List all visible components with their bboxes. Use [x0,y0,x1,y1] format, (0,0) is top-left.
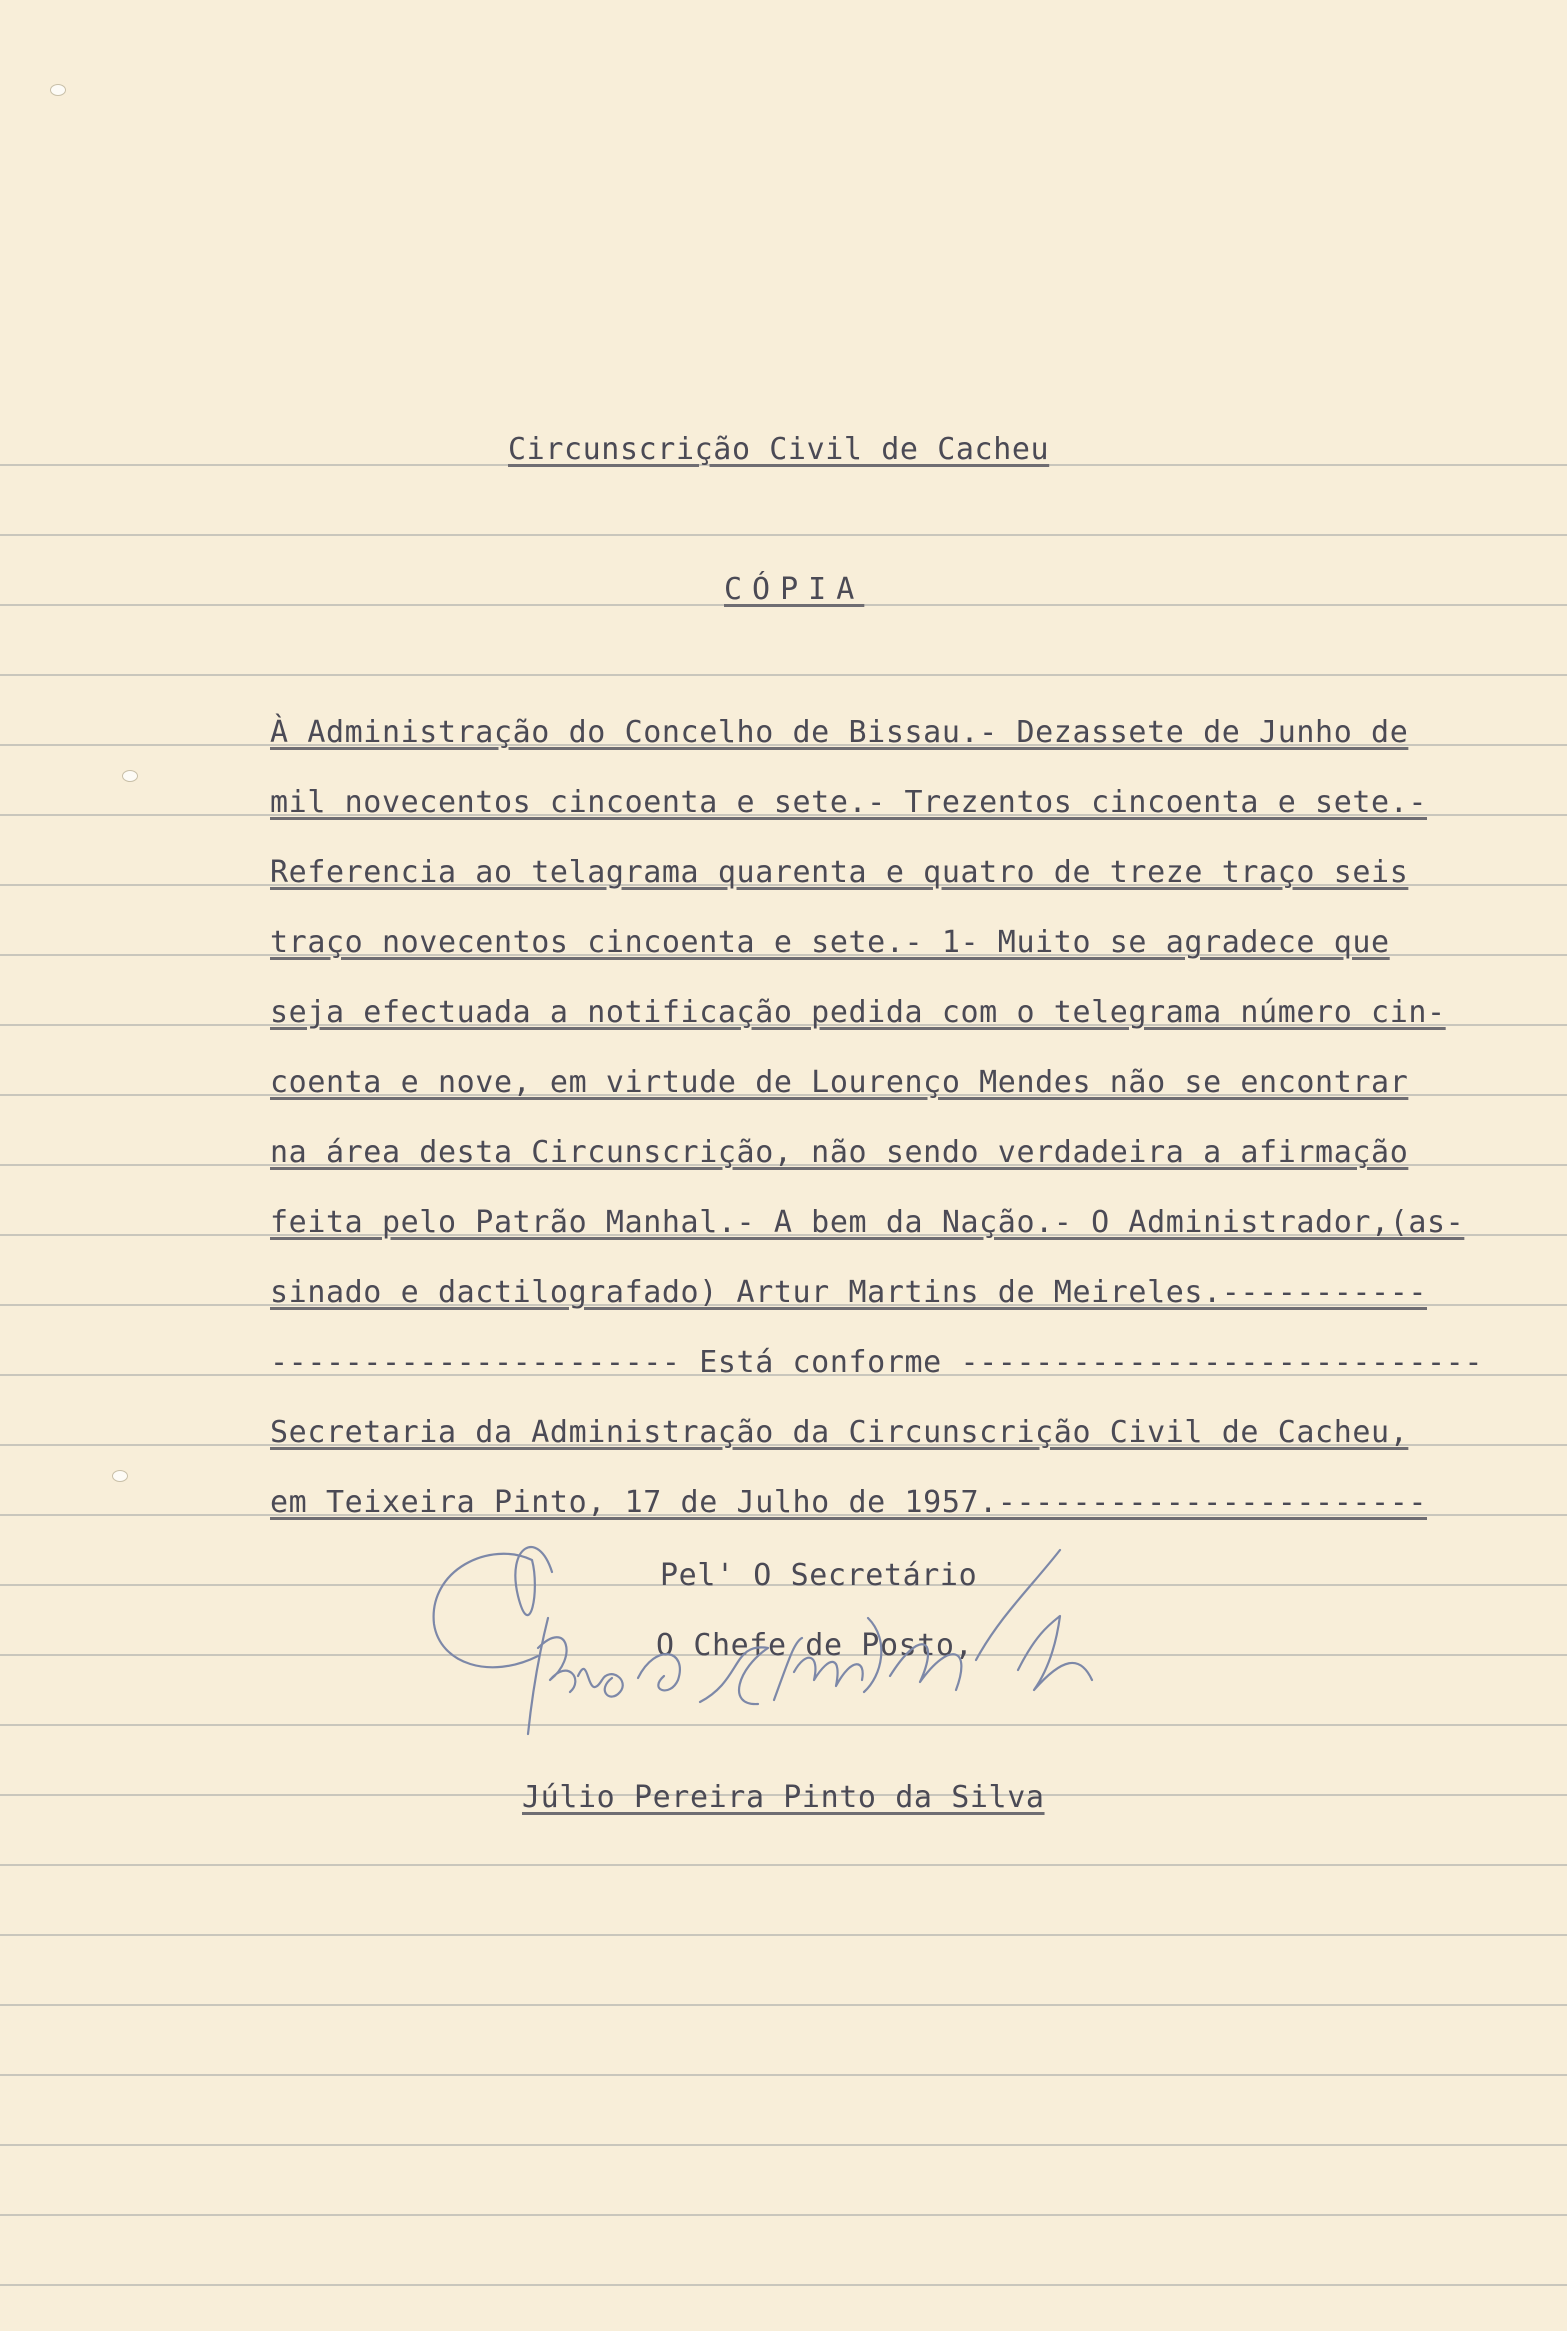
certification-line: em Teixeira Pinto, 17 de Julho de 1957.----------------------- [270,1485,1428,1520]
body-line: coenta e nove, em virtude de Lourenço Mendes não se encontrar [270,1065,1409,1100]
conformity-statement: ---------------------- Está conforme ---------------------------- [270,1345,1483,1380]
body-line: Referencia ao telagrama quarenta e quatro de treze traço seis [270,855,1409,890]
body-line: mil novecentos cincoenta e sete.- Trezentos cincoenta e sete.- [270,785,1428,820]
body-line: sinado e dactilografado) Artur Martins de Meireles.----------- [270,1275,1428,1310]
body-line: seja efectuada a notificação pedida com o telegrama número cin- [270,995,1446,1030]
office-title: Circunscrição Civil de Cacheu [508,432,1050,467]
punch-hole-top [50,84,66,96]
body-line: traço novecentos cincoenta e sete.- 1- Muito se agradece que [270,925,1390,960]
handwritten-signature [420,1530,1140,1760]
document-type-heading: CÓPIA [724,572,865,607]
punch-hole-lower [112,1470,128,1482]
certification-line: Secretaria da Administração da Circunscrição Civil de Cacheu, [270,1415,1409,1450]
signer-name: Júlio Pereira Pinto da Silva [522,1780,1045,1815]
punch-hole-middle [122,770,138,782]
for-secretary-label: Pel' O Secretário [660,1558,978,1593]
post-chief-label: O Chefe de Posto, [656,1628,974,1663]
body-line: na área desta Circunscrição, não sendo verdadeira a afirmação [270,1135,1409,1170]
body-line: À Administração do Concelho de Bissau.- Dezassete de Junho de [270,715,1409,750]
body-line: feita pelo Patrão Manhal.- A bem da Nação.- O Administrador,(as- [270,1205,1465,1240]
